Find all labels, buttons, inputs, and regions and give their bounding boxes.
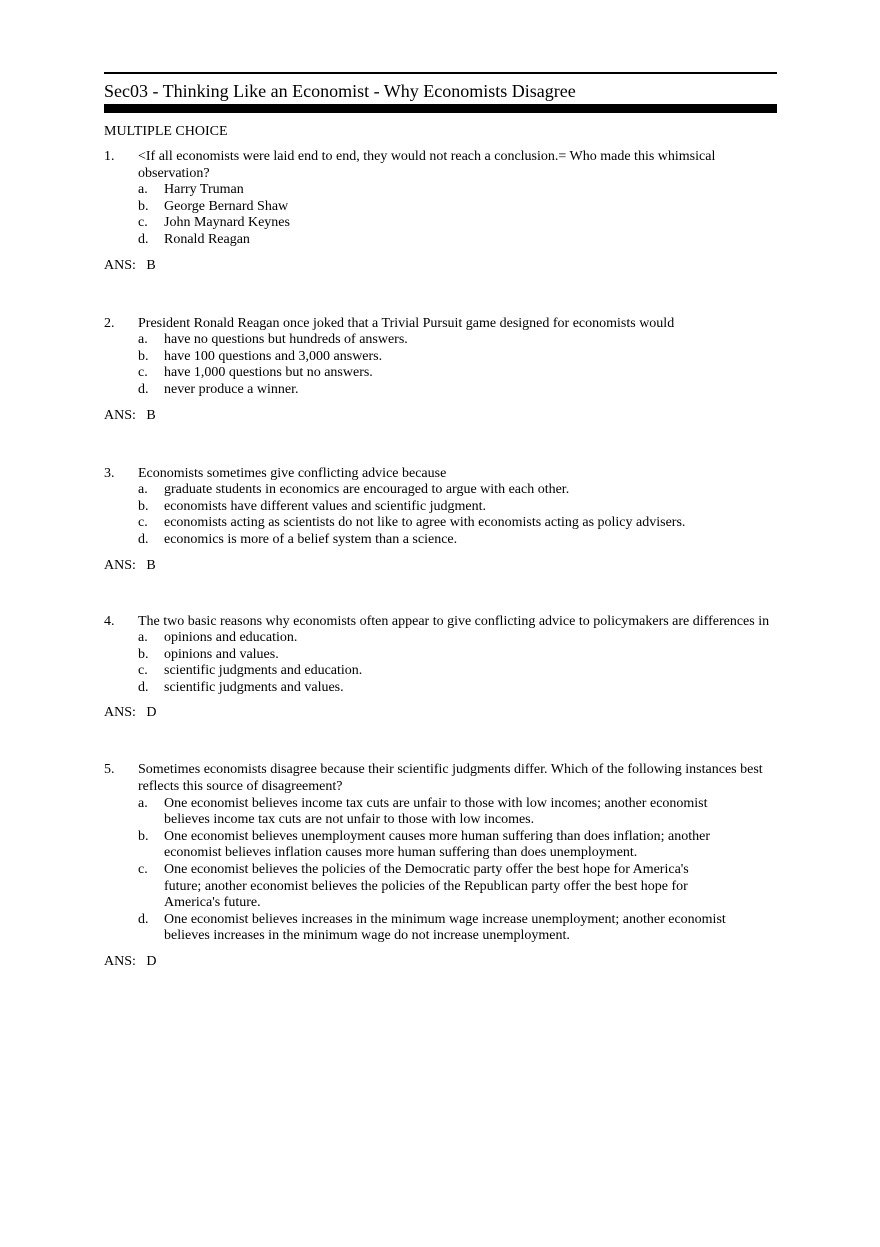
question-number: 2. — [104, 315, 115, 331]
choice-text: have 100 questions and 3,000 answers. — [164, 348, 383, 364]
choice-text: economists have different values and scientific judgment. — [164, 498, 487, 514]
choice-letter: a. — [138, 795, 148, 811]
header-bottom-rule — [104, 104, 777, 113]
question-number: 5. — [104, 762, 115, 778]
question-stem — [104, 762, 798, 795]
question-number: 1. — [104, 149, 115, 164]
answer-label: ANS: — [104, 407, 136, 423]
choice-text: opinions and education. — [164, 630, 298, 646]
choice-text: graduate students in economics are encouraged to argue with each other. — [164, 482, 570, 498]
choice-text: have no questions but hundreds of answers. — [164, 332, 408, 348]
question-stem — [104, 614, 777, 631]
choice-letter: b. — [138, 828, 149, 844]
choice-d — [104, 680, 777, 697]
choice-d — [104, 382, 777, 399]
answer-value: B — [146, 257, 156, 273]
choice-b — [104, 349, 777, 366]
choice-text: scientific judgments and values. — [164, 679, 344, 695]
question-text: The two basic reasons why economists often appear to give conflicting advice to policymakers are differences in — [138, 613, 770, 629]
choice-list — [104, 182, 777, 248]
choice-text: economics is more of a belief system than a science. — [164, 531, 458, 547]
choice-letter: d. — [138, 381, 149, 397]
choice-letter: d. — [138, 679, 149, 695]
choice-letter: d. — [138, 231, 149, 247]
answer-label: ANS: — [104, 557, 136, 573]
answer-value: B — [146, 557, 156, 573]
choice-letter: a. — [138, 630, 148, 646]
answer-value: B — [146, 407, 156, 423]
question-stem — [104, 149, 738, 182]
choice-a — [104, 630, 777, 647]
answer-value: D — [146, 954, 157, 969]
question-5 — [104, 762, 777, 970]
answer-line — [104, 953, 777, 970]
choice-letter: c. — [138, 663, 148, 679]
answer-label: ANS: — [104, 954, 136, 969]
question-text: President Ronald Reagan once joked that a Trivial Pursuit game designed for economists would — [138, 315, 675, 331]
choice-letter: b. — [138, 498, 149, 514]
answer-line — [104, 407, 777, 424]
choice-text: never produce a winner. — [164, 381, 299, 397]
choice-c — [104, 215, 777, 232]
choice-a — [104, 796, 729, 829]
answer-label: ANS: — [104, 257, 136, 273]
choice-text: scientific judgments and education. — [164, 663, 363, 679]
choice-d — [104, 912, 729, 945]
choice-d — [104, 232, 777, 249]
choice-letter: c. — [138, 215, 148, 231]
choice-letter: c. — [138, 365, 148, 381]
choice-text: One economist believes unemployment causes more human suffering than does inflation; another economist believes inflation causes more human suffering than does unemployment. — [164, 828, 710, 861]
choice-text: have 1,000 questions but no answers. — [164, 365, 373, 381]
choice-list — [104, 630, 777, 696]
choice-letter: b. — [138, 348, 149, 364]
choice-text: Harry Truman — [164, 182, 244, 198]
choice-text: economists acting as scientists do not like to agree with economists acting as policy advisers. — [164, 515, 686, 531]
question-text: Sometimes economists disagree because their scientific judgments differ. Which of the following instances best reflects this source of disagreement? — [138, 762, 763, 795]
choice-c — [104, 663, 777, 680]
section-label: MULTIPLE CHOICE — [104, 124, 228, 139]
choice-text: One economist believes the policies of the Democratic party offer the best hope for America's future; another economist believes the policies of the Republican party offer the best hope for America's future. — [164, 862, 689, 911]
choice-d — [104, 532, 777, 549]
choice-b — [104, 199, 777, 216]
question-number: 4. — [104, 613, 115, 629]
choice-letter: a. — [138, 182, 148, 198]
choice-letter: b. — [138, 646, 149, 662]
choice-b — [104, 829, 729, 862]
question-text: <If all economists were laid end to end, they would not reach a conclusion.= Who made this whimsical observation? — [138, 149, 716, 181]
choice-text: opinions and values. — [164, 646, 279, 662]
choice-a — [104, 482, 777, 499]
choice-b — [104, 499, 777, 516]
answer-label: ANS: — [104, 705, 136, 721]
page-title: Sec03 - Thinking Like an Economist - Why Economists Disagree — [104, 81, 576, 101]
choice-b — [104, 647, 777, 664]
choice-list — [104, 482, 777, 548]
choice-letter: c. — [138, 862, 148, 878]
answer-line — [104, 557, 777, 574]
choice-c — [104, 365, 777, 382]
question-number: 3. — [104, 465, 115, 481]
choice-letter: d. — [138, 531, 149, 547]
question-4 — [104, 614, 777, 722]
answer-line — [104, 257, 777, 274]
choice-c — [104, 862, 729, 912]
document-page — [104, 72, 777, 970]
answer-line — [104, 704, 777, 721]
answer-value: D — [146, 705, 157, 721]
question-stem — [104, 466, 777, 483]
choice-a — [104, 182, 777, 199]
choice-text: One economist believes income tax cuts are unfair to those with low incomes; another economist believes income tax cuts are not unfair to those with low incomes. — [164, 795, 708, 828]
choice-letter: a. — [138, 332, 148, 348]
choice-text: Ronald Reagan — [164, 231, 250, 247]
question-text: Economists sometimes give conflicting advice because — [138, 465, 447, 481]
choice-letter: b. — [138, 198, 149, 214]
choice-letter: a. — [138, 482, 148, 498]
question-1 — [104, 149, 777, 274]
choice-list — [104, 332, 777, 398]
question-3 — [104, 466, 777, 574]
choice-letter: c. — [138, 515, 148, 531]
choice-letter: d. — [138, 911, 149, 927]
choice-text: George Bernard Shaw — [164, 198, 289, 214]
question-stem — [104, 316, 777, 333]
choice-list — [104, 796, 729, 945]
choice-a — [104, 332, 777, 349]
header-top-rule — [104, 72, 777, 74]
choice-text: One economist believes increases in the minimum wage increase unemployment; another economist believes increases in the minimum wage do not increase unemployment. — [164, 911, 726, 944]
choice-c — [104, 515, 777, 532]
question-2 — [104, 316, 777, 424]
choice-text: John Maynard Keynes — [164, 215, 290, 231]
